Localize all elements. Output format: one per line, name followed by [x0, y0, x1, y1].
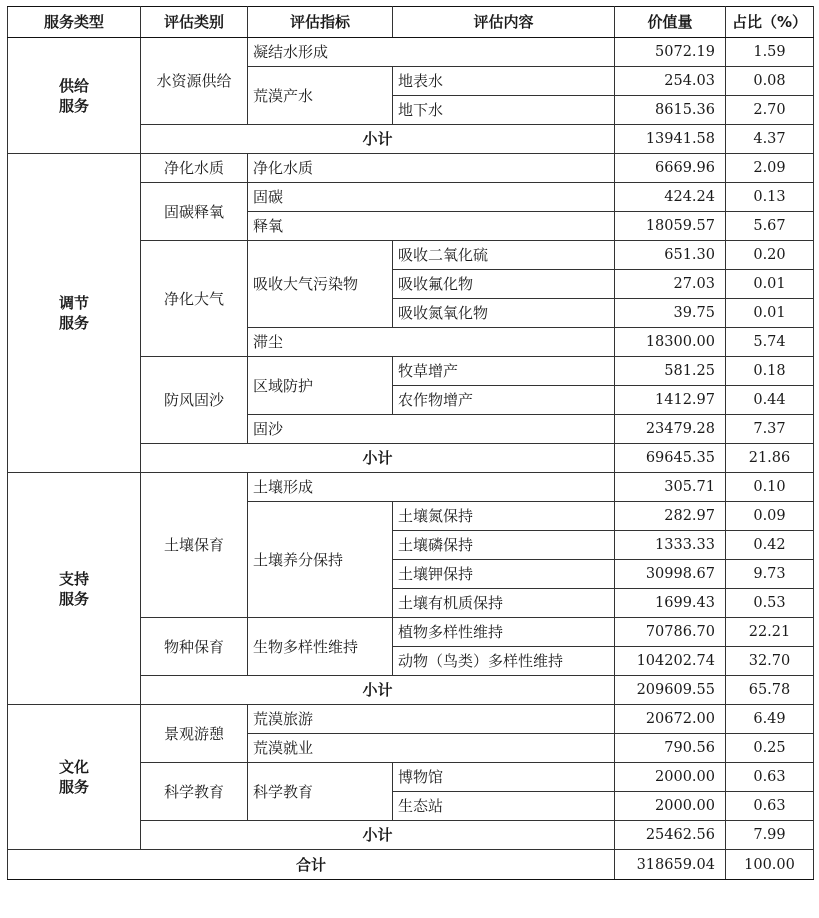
content-cell: 农作物增产 — [393, 386, 615, 415]
value-cell: 790.56 — [615, 734, 726, 763]
value-cell: 581.25 — [615, 357, 726, 386]
percent-cell: 2.70 — [726, 96, 814, 125]
category-cell: 水资源供给 — [141, 38, 248, 125]
total-label: 合计 — [8, 850, 615, 880]
indicator-cell: 生物多样性维持 — [248, 618, 393, 676]
total-value: 318659.04 — [615, 850, 726, 880]
category-cell: 土壤保育 — [141, 473, 248, 618]
subtotal-value: 69645.35 — [615, 444, 726, 473]
indicator-cell: 荒漠旅游 — [248, 705, 615, 734]
header-percent: 占比（%） — [726, 7, 814, 38]
percent-cell: 0.13 — [726, 183, 814, 212]
percent-cell: 0.44 — [726, 386, 814, 415]
indicator-cell: 滞尘 — [248, 328, 615, 357]
table-row — [8, 705, 814, 734]
subtotal-label: 小计 — [141, 821, 615, 850]
service-type-label: 文化服务 — [58, 758, 89, 796]
subtotal-percent: 21.86 — [726, 444, 814, 473]
percent-cell: 7.37 — [726, 415, 814, 444]
percent-cell: 0.20 — [726, 241, 814, 270]
percent-cell: 6.49 — [726, 705, 814, 734]
value-cell: 1333.33 — [615, 531, 726, 560]
table-container — [7, 6, 814, 880]
header-category: 评估类别 — [141, 7, 248, 38]
content-cell: 土壤钾保持 — [393, 560, 615, 589]
indicator-cell: 区域防护 — [248, 357, 393, 415]
value-cell: 651.30 — [615, 241, 726, 270]
percent-cell: 0.42 — [726, 531, 814, 560]
value-cell: 23479.28 — [615, 415, 726, 444]
percent-cell: 5.67 — [726, 212, 814, 241]
content-cell: 吸收二氧化硫 — [393, 241, 615, 270]
content-cell: 吸收氮氧化物 — [393, 299, 615, 328]
category-cell: 固碳释氧 — [141, 183, 248, 241]
indicator-cell: 释氧 — [248, 212, 615, 241]
service-type-cell — [8, 38, 141, 154]
content-cell: 生态站 — [393, 792, 615, 821]
percent-cell: 22.21 — [726, 618, 814, 647]
service-type-label: 供给服务 — [58, 76, 89, 115]
service-type-cell — [8, 473, 141, 705]
indicator-cell: 荒漠产水 — [248, 67, 393, 125]
content-cell: 吸收氟化物 — [393, 270, 615, 299]
indicator-cell: 土壤养分保持 — [248, 502, 393, 618]
value-cell: 18300.00 — [615, 328, 726, 357]
ecosystem-service-value-table — [7, 6, 814, 880]
value-cell: 8615.36 — [615, 96, 726, 125]
value-cell: 305.71 — [615, 473, 726, 502]
percent-cell: 0.10 — [726, 473, 814, 502]
percent-cell: 0.01 — [726, 270, 814, 299]
value-cell: 254.03 — [615, 67, 726, 96]
indicator-cell: 净化水质 — [248, 154, 615, 183]
value-cell: 18059.57 — [615, 212, 726, 241]
percent-cell: 0.18 — [726, 357, 814, 386]
percent-cell: 2.09 — [726, 154, 814, 183]
category-cell: 净化大气 — [141, 241, 248, 357]
header-value: 价值量 — [615, 7, 726, 38]
percent-cell: 32.70 — [726, 647, 814, 676]
percent-cell: 0.63 — [726, 792, 814, 821]
content-cell: 土壤磷保持 — [393, 531, 615, 560]
percent-cell: 1.59 — [726, 38, 814, 67]
subtotal-percent: 65.78 — [726, 676, 814, 705]
header-content: 评估内容 — [393, 7, 615, 38]
percent-cell: 0.63 — [726, 763, 814, 792]
indicator-cell: 凝结水形成 — [248, 38, 615, 67]
subtotal-label: 小计 — [141, 676, 615, 705]
category-cell: 科学教育 — [141, 763, 248, 821]
value-cell: 1699.43 — [615, 589, 726, 618]
header-indicator: 评估指标 — [248, 7, 393, 38]
value-cell: 1412.97 — [615, 386, 726, 415]
value-cell: 424.24 — [615, 183, 726, 212]
indicator-cell: 荒漠就业 — [248, 734, 615, 763]
indicator-cell: 固碳 — [248, 183, 615, 212]
service-type-cell — [8, 705, 141, 850]
percent-cell: 5.74 — [726, 328, 814, 357]
total-percent: 100.00 — [726, 850, 814, 880]
content-cell: 牧草增产 — [393, 357, 615, 386]
percent-cell: 0.25 — [726, 734, 814, 763]
value-cell: 104202.74 — [615, 647, 726, 676]
content-cell: 植物多样性维持 — [393, 618, 615, 647]
category-cell: 物种保育 — [141, 618, 248, 676]
category-cell: 防风固沙 — [141, 357, 248, 444]
content-cell: 地下水 — [393, 96, 615, 125]
content-cell: 动物（鸟类）多样性维持 — [393, 647, 615, 676]
value-cell: 2000.00 — [615, 792, 726, 821]
percent-cell: 9.73 — [726, 560, 814, 589]
subtotal-percent: 7.99 — [726, 821, 814, 850]
value-cell: 39.75 — [615, 299, 726, 328]
value-cell: 6669.96 — [615, 154, 726, 183]
value-cell: 20672.00 — [615, 705, 726, 734]
percent-cell: 0.08 — [726, 67, 814, 96]
subtotal-label: 小计 — [141, 444, 615, 473]
table-row — [8, 473, 814, 502]
percent-cell: 0.01 — [726, 299, 814, 328]
content-cell: 地表水 — [393, 67, 615, 96]
service-type-label: 调节服务 — [58, 294, 89, 332]
indicator-cell: 固沙 — [248, 415, 615, 444]
value-cell: 70786.70 — [615, 618, 726, 647]
indicator-cell: 吸收大气污染物 — [248, 241, 393, 328]
value-cell: 2000.00 — [615, 763, 726, 792]
subtotal-value: 13941.58 — [615, 125, 726, 154]
category-cell: 景观游憩 — [141, 705, 248, 763]
content-cell: 土壤有机质保持 — [393, 589, 615, 618]
total-row — [8, 850, 814, 880]
service-type-cell — [8, 154, 141, 473]
value-cell: 30998.67 — [615, 560, 726, 589]
header-service-type: 服务类型 — [8, 7, 141, 38]
subtotal-value: 209609.55 — [615, 676, 726, 705]
table-row — [8, 154, 814, 183]
subtotal-label: 小计 — [141, 125, 615, 154]
service-type-label: 支持服务 — [58, 569, 89, 608]
category-cell: 净化水质 — [141, 154, 248, 183]
percent-cell: 0.09 — [726, 502, 814, 531]
value-cell: 282.97 — [615, 502, 726, 531]
subtotal-value: 25462.56 — [615, 821, 726, 850]
indicator-cell: 土壤形成 — [248, 473, 615, 502]
table-row — [8, 38, 814, 67]
content-cell: 博物馆 — [393, 763, 615, 792]
content-cell: 土壤氮保持 — [393, 502, 615, 531]
value-cell: 27.03 — [615, 270, 726, 299]
indicator-cell: 科学教育 — [248, 763, 393, 821]
value-cell: 5072.19 — [615, 38, 726, 67]
header-row — [8, 7, 814, 38]
percent-cell: 0.53 — [726, 589, 814, 618]
subtotal-percent: 4.37 — [726, 125, 814, 154]
